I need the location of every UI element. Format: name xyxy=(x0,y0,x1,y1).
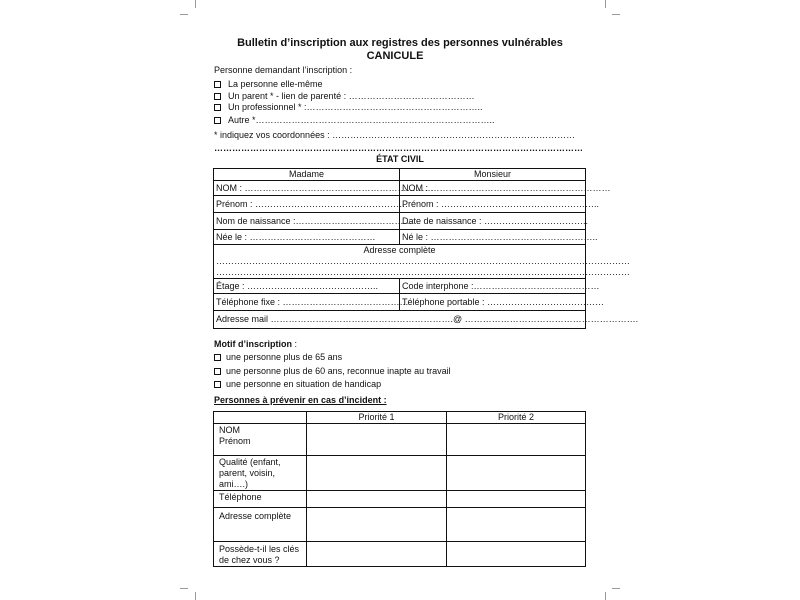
crop-mark xyxy=(180,588,188,589)
motif-handicap-label: une personne en situation de handicap xyxy=(226,379,382,389)
row-label-telephone: Téléphone xyxy=(214,491,307,508)
column-header-priorite-1: Priorité 1 xyxy=(307,412,447,424)
requester-self-checkbox[interactable] xyxy=(214,81,221,88)
field-date-de-naissance: Date de naissance : …………………………….. xyxy=(400,213,586,230)
field-nom-madame: NOM : ……………………………………………………… xyxy=(214,181,400,196)
cell-priorite-1 xyxy=(307,542,447,567)
motif-65-checkbox[interactable] xyxy=(214,354,221,361)
crop-mark xyxy=(180,14,188,15)
field-code-interphone: Code interphone :…………………………………… xyxy=(400,279,586,294)
document-title: Bulletin d’inscription aux registres des personnes vulnérables xyxy=(237,37,563,49)
address-line: ………………………………………………………………………………………………………………………… xyxy=(216,267,630,277)
crop-mark xyxy=(195,0,196,8)
field-etage: Étage : …………………………………….. xyxy=(214,279,400,294)
address-label: Adresse complète xyxy=(363,245,436,255)
contacts-corner-cell xyxy=(214,412,307,424)
row-label-qualite: Qualité (enfant, parent, voisin, ami….) xyxy=(214,456,307,491)
row-label-cles: Possède-t-il les clés de chez vous ? xyxy=(214,542,307,567)
cell-priorite-1 xyxy=(307,424,447,456)
cell-priorite-2 xyxy=(447,542,586,567)
motif-label-suffix: : xyxy=(292,339,298,349)
etat-civil-table xyxy=(213,168,639,329)
row-label-adresse: Adresse complète xyxy=(214,508,307,542)
field-nee-le: Née le : …………………………………… xyxy=(214,230,400,245)
requester-label: Personne demandant l’inscription : xyxy=(214,65,353,75)
motif-handicap-checkbox[interactable] xyxy=(214,381,221,388)
crop-mark xyxy=(605,592,606,600)
cell-priorite-2 xyxy=(447,424,586,456)
field-prenom-madame: Prénom : …………………………………………… xyxy=(214,196,400,213)
requester-parent-checkbox[interactable] xyxy=(214,93,221,100)
field-telephone-fixe: Téléphone fixe : …………………………………… xyxy=(214,294,400,311)
crop-mark xyxy=(195,592,196,600)
coordinates-note: * indiquez vos coordonnées : ……………………………………………………………………… xyxy=(214,130,576,140)
motif-label xyxy=(214,339,297,350)
motif-60-label: une personne plus de 60 ans, reconnue inapte au travail xyxy=(226,366,451,376)
requester-self-label: La personne elle-même xyxy=(228,79,323,89)
requester-other-checkbox[interactable] xyxy=(214,117,221,124)
field-adresse-complete xyxy=(214,245,630,279)
cell-priorite-2 xyxy=(447,491,586,508)
cell-priorite-2 xyxy=(447,508,586,542)
field-nom-monsieur: NOM : …………………………………………………… xyxy=(400,181,586,196)
column-header-monsieur: Monsieur xyxy=(400,169,586,181)
contacts-heading: Personnes à prévenir en cas d’incident : xyxy=(214,395,387,405)
cell-priorite-1 xyxy=(307,491,447,508)
field-telephone-portable: Téléphone portable : ………………………………… xyxy=(400,294,586,311)
coordinates-dots: …………………………………………………………………………………………………………… xyxy=(214,143,583,153)
etat-civil-heading: ÉTAT CIVIL xyxy=(376,154,424,164)
field-ne-le: Né le : ……………………………………………….. xyxy=(400,230,586,245)
document-subtitle: CANICULE xyxy=(366,50,424,62)
column-header-priorite-2: Priorité 2 xyxy=(447,412,586,424)
crop-mark xyxy=(612,588,620,589)
field-prenom-monsieur: Prénom : …………………………………………….. xyxy=(400,196,586,213)
motif-label-text: Motif d’inscription xyxy=(214,339,292,349)
motif-65-label: une personne plus de 65 ans xyxy=(226,352,343,362)
field-adresse-mail: Adresse mail …………………………………………………….@ …………………………………………………. xyxy=(214,311,586,329)
requester-other-label: Autre *…………………………………………………………………….. xyxy=(228,115,495,125)
requester-professional-checkbox[interactable] xyxy=(214,104,221,111)
crop-mark xyxy=(605,0,606,8)
cell-priorite-1 xyxy=(307,456,447,491)
cell-priorite-1 xyxy=(307,508,447,542)
motif-60-checkbox[interactable] xyxy=(214,368,221,375)
requester-professional-label: Un professionnel * :………………………………………………….. xyxy=(228,102,483,112)
field-nom-de-naissance: Nom de naissance :………………………………… xyxy=(214,213,400,230)
address-line: ………………………………………………………………………………………………………………………… xyxy=(216,256,630,266)
column-header-madame: Madame xyxy=(214,169,400,181)
cell-priorite-2 xyxy=(447,456,586,491)
crop-mark xyxy=(612,14,620,15)
row-label-nom-prenom: NOM Prénom xyxy=(214,424,307,456)
contacts-table xyxy=(213,411,586,567)
requester-parent-label: Un parent * - lien de parenté : …………………………………… xyxy=(228,91,475,101)
